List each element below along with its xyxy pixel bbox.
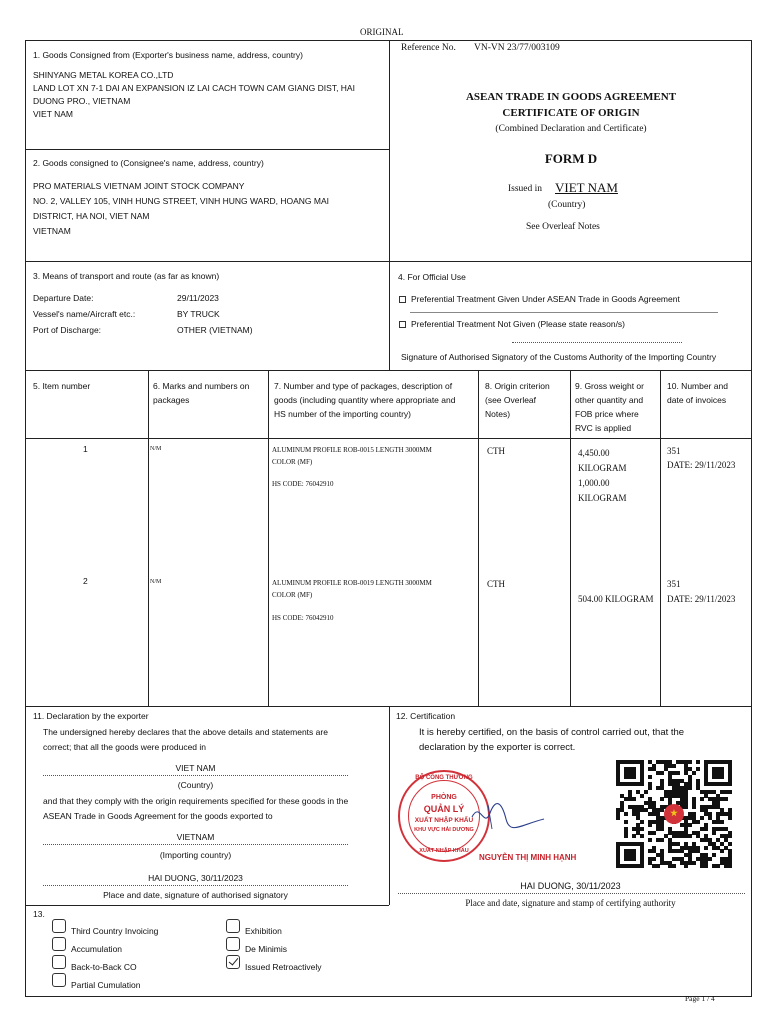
departure-date-label: Departure Date: bbox=[33, 293, 94, 303]
checkbox-icon bbox=[399, 321, 406, 328]
partial-cumulation-label: Partial Cumulation bbox=[71, 980, 141, 990]
qr-module bbox=[728, 834, 732, 838]
qr-module bbox=[632, 797, 636, 801]
item-1-criterion: CTH bbox=[487, 446, 505, 456]
reference-label: Reference No. bbox=[401, 43, 456, 53]
declaration-text-4: ASEAN Trade in Goods Agreement for the goods exported to bbox=[43, 811, 273, 821]
item-2-weight: 504.00 KILOGRAM bbox=[578, 594, 654, 604]
qr-module bbox=[688, 823, 692, 827]
qr-module bbox=[632, 775, 636, 779]
stamp-line-1: PHÒNG bbox=[431, 794, 457, 801]
qr-module bbox=[644, 790, 648, 794]
qr-module bbox=[712, 831, 716, 835]
stamp-top-text: BỘ CÔNG THƯƠNG bbox=[415, 775, 473, 781]
item-1-invoice-date: DATE: 29/11/2023 bbox=[667, 460, 736, 470]
item-2-number: 2 bbox=[83, 576, 88, 586]
item-1-number: 1 bbox=[83, 444, 88, 454]
qr-module bbox=[624, 820, 628, 824]
qr-module bbox=[640, 794, 644, 798]
form-title: FORM D bbox=[544, 151, 598, 166]
issued-retroactively-label: Issued Retroactively bbox=[245, 962, 322, 972]
qr-module bbox=[688, 760, 692, 764]
back-to-back-checkbox[interactable] bbox=[52, 955, 66, 969]
checkbox-icon bbox=[399, 296, 406, 303]
qr-module bbox=[692, 861, 696, 865]
qr-module bbox=[652, 831, 656, 835]
signature-scribble bbox=[468, 795, 548, 835]
box4-label: 4. For Official Use bbox=[398, 272, 466, 282]
stamp-line-3: XUẤT NHẬP KHẨU bbox=[414, 817, 474, 824]
item-1-weight: 4,450.00 KILOGRAM 1,000.00 KILOGRAM bbox=[578, 448, 627, 503]
qr-module bbox=[696, 820, 700, 824]
qr-module bbox=[704, 864, 708, 868]
item-1-desc-1: ALUMINUM PROFILE ROB-0015 LENGTH 3000MM bbox=[272, 446, 432, 454]
certificate-title: CERTIFICATE OF ORIGIN bbox=[502, 107, 640, 119]
exporter-address-2: DUONG PRO., VIETNAM bbox=[33, 96, 131, 106]
col-origin-criterion-header: 8. Origin criterion (see Overleaf Notes) bbox=[485, 381, 550, 419]
col-description-header: 7. Number and type of packages, description of goods (including quantity where appropriate and HS number of the importing country) bbox=[274, 381, 456, 419]
accumulation-label: Accumulation bbox=[71, 944, 123, 954]
qr-module bbox=[728, 782, 732, 786]
qr-module bbox=[692, 805, 696, 809]
qr-module bbox=[684, 805, 688, 809]
qr-module bbox=[660, 838, 664, 842]
certifier-place-date: HAI DUONG, 30/11/2023 bbox=[520, 881, 621, 891]
qr-module bbox=[696, 767, 700, 771]
overleaf-notes: See Overleaf Notes bbox=[526, 222, 600, 232]
qr-module bbox=[676, 771, 680, 775]
box1-label: 1. Goods Consigned from (Exporter's business name, address, country) bbox=[33, 50, 303, 60]
agreement-title: ASEAN TRADE IN GOODS AGREEMENT bbox=[465, 91, 677, 103]
exhibition-label: Exhibition bbox=[245, 926, 282, 936]
vessel-value: BY TRUCK bbox=[177, 309, 220, 319]
qr-module bbox=[640, 834, 644, 838]
importing-country-label: (Importing country) bbox=[159, 850, 232, 860]
official-option-not-given: Preferential Treatment Not Given (Please state reason/s) bbox=[399, 319, 625, 330]
qr-module bbox=[728, 816, 732, 820]
item-2-criterion: CTH bbox=[487, 579, 505, 589]
exhibition-checkbox[interactable] bbox=[226, 919, 240, 933]
qr-module bbox=[728, 842, 732, 846]
qr-module bbox=[616, 816, 620, 820]
col-marks-header: 6. Marks and numbers on packages bbox=[153, 381, 250, 405]
declaration-text-2: correct; that all the goods were produced in bbox=[43, 742, 207, 752]
item-2-marks: N/M bbox=[150, 579, 162, 585]
stamp-line-2: QUẢN LÝ bbox=[423, 804, 465, 814]
reference-number: VN-VN 23/77/003109 bbox=[474, 43, 560, 53]
de-minimis-checkbox[interactable] bbox=[226, 937, 240, 951]
issued-country-label: (Country) bbox=[548, 200, 586, 210]
box2-label: 2. Goods consigned to (Consignee's name, address, country) bbox=[33, 158, 264, 168]
produced-country-label: (Country) bbox=[177, 780, 214, 790]
qr-module bbox=[720, 820, 724, 824]
qr-module bbox=[640, 782, 644, 786]
item-2-desc-1: ALUMINUM PROFILE ROB-0019 LENGTH 3000MM bbox=[272, 579, 432, 587]
customs-signature-label: Signature of Authorised Signatory of the Customs Authority of the Importing Country bbox=[401, 352, 717, 362]
departure-date-value: 29/11/2023 bbox=[177, 293, 219, 303]
qr-module bbox=[648, 838, 652, 842]
box11-label: 11. Declaration by the exporter bbox=[33, 711, 149, 721]
qr-module bbox=[632, 834, 636, 838]
qr-module bbox=[624, 834, 628, 838]
issued-label: Issued in bbox=[508, 184, 543, 194]
certificate-subtitle: (Combined Declaration and Certificate) bbox=[495, 124, 647, 134]
port-label: Port of Discharge: bbox=[33, 325, 102, 335]
vessel-label: Vessel's name/Aircraft etc.: bbox=[33, 309, 136, 319]
exporter-country: VIET NAM bbox=[33, 109, 73, 119]
item-1-marks: N/M bbox=[150, 446, 162, 452]
qr-module bbox=[648, 823, 652, 827]
qr-module bbox=[708, 857, 712, 861]
stamp-bottom-text: XUẤT NHẬP KHẨU bbox=[419, 848, 469, 854]
back-to-back-label: Back-to-Back CO bbox=[71, 962, 137, 972]
third-country-checkbox[interactable] bbox=[52, 919, 66, 933]
col-weight-header: 9. Gross weight or other quantity and FOB price where RVC is applied bbox=[575, 381, 644, 433]
item-1-invoice-number: 351 bbox=[667, 446, 681, 456]
box13-label: 13. bbox=[33, 909, 45, 919]
declaration-text-1: The undersigned hereby declares that the above details and statements are bbox=[43, 727, 328, 737]
produced-country: VIET NAM bbox=[175, 763, 216, 773]
qr-module bbox=[704, 846, 708, 850]
port-value: OTHER (VIETNAM) bbox=[177, 325, 253, 335]
qr-module bbox=[624, 812, 628, 816]
third-country-label: Third Country Invoicing bbox=[71, 926, 159, 936]
qr-module bbox=[648, 775, 652, 779]
item-2-invoice-number: 351 bbox=[667, 579, 681, 589]
item-1-desc-2: COLOR (MF) bbox=[272, 458, 313, 466]
qr-module bbox=[728, 864, 732, 868]
original-label: ORIGINAL bbox=[360, 27, 404, 37]
item-2-desc-2: COLOR (MF) bbox=[272, 591, 313, 599]
consignee-address-1: NO. 2, VALLEY 105, VINH HUNG STREET, VINH HUNG WARD, HOANG MAI bbox=[33, 196, 329, 206]
qr-module bbox=[712, 853, 716, 857]
exporter-place-date: HAI DUONG, 30/11/2023 bbox=[148, 873, 243, 883]
qr-module bbox=[720, 849, 724, 853]
consignee-address-2: DISTRICT, HA NOI, VIET NAM bbox=[33, 211, 150, 221]
qr-module bbox=[640, 827, 644, 831]
consignee-details bbox=[33, 179, 329, 239]
importing-country: VIETNAM bbox=[176, 832, 215, 842]
qr-code bbox=[616, 760, 732, 868]
official-option-given: Preferential Treatment Given Under ASEAN Trade in Goods Agreement bbox=[399, 294, 680, 305]
qr-module bbox=[700, 797, 704, 801]
item-2-invoice-date: DATE: 29/11/2023 bbox=[667, 594, 736, 604]
qr-module bbox=[648, 786, 652, 790]
certifier-name: NGUYỄN THỊ MINH HẠNH bbox=[479, 853, 577, 862]
qr-module bbox=[632, 857, 636, 861]
exporter-details bbox=[33, 69, 355, 121]
qr-module bbox=[656, 864, 660, 868]
declaration-text-3: and that they comply with the origin requirements specified for these goods in the bbox=[43, 796, 349, 806]
qr-module bbox=[688, 834, 692, 838]
qr-module bbox=[660, 797, 664, 801]
qr-module bbox=[724, 797, 728, 801]
stamp-line-4: KHU VỰC HẢI DƯƠNG bbox=[414, 827, 474, 833]
exporter-address-1: LAND LOT XN 7-1 DAI AN EXPANSION IZ LAI CACH TOWN CAM GIANG DIST, HAI bbox=[33, 83, 355, 93]
col-item-number-header: 5. Item number bbox=[33, 381, 91, 391]
issued-retroactively-checkbox[interactable] bbox=[226, 955, 240, 969]
qr-module bbox=[696, 760, 700, 764]
issued-country: VIET NAM bbox=[555, 180, 618, 195]
de-minimis-label: De Minimis bbox=[245, 944, 288, 954]
qr-module bbox=[672, 864, 676, 868]
box12-label: 12. Certification bbox=[396, 711, 456, 721]
qr-module bbox=[672, 764, 676, 768]
qr-module bbox=[640, 820, 644, 824]
qr-module bbox=[728, 790, 732, 794]
col-invoice-header: 10. Number and date of invoices bbox=[667, 381, 728, 405]
qr-module bbox=[652, 857, 656, 861]
qr-module bbox=[688, 786, 692, 790]
exporter-signatory-label: Place and date, signature of authorised signatory bbox=[103, 890, 288, 900]
consignee-name: PRO MATERIALS VIETNAM JOINT STOCK COMPANY bbox=[33, 181, 245, 191]
accumulation-checkbox[interactable] bbox=[52, 937, 66, 951]
qr-module bbox=[692, 771, 696, 775]
box3-label: 3. Means of transport and route (as far as known) bbox=[33, 271, 220, 281]
exporter-name: SHINYANG METAL KOREA CO.,LTD bbox=[33, 70, 174, 80]
certifier-signatory-label: Place and date, signature and stamp of certifying authority bbox=[465, 898, 676, 908]
qr-module bbox=[720, 775, 724, 779]
qr-module bbox=[700, 816, 704, 820]
qr-module bbox=[704, 827, 708, 831]
qr-module bbox=[716, 864, 720, 868]
certification-text-2: declaration by the exporter is correct. bbox=[419, 742, 576, 753]
emblem-icon bbox=[664, 804, 684, 824]
qr-module bbox=[640, 864, 644, 868]
item-1-hs-code: HS CODE: 76042910 bbox=[272, 480, 334, 488]
item-2-hs-code: HS CODE: 76042910 bbox=[272, 614, 334, 622]
qr-module bbox=[684, 864, 688, 868]
qr-module bbox=[660, 771, 664, 775]
consignee-country: VIETNAM bbox=[33, 226, 71, 236]
page-number: Page 1 / 4 bbox=[685, 994, 715, 1003]
qr-module bbox=[660, 827, 664, 831]
partial-cumulation-checkbox[interactable] bbox=[52, 973, 66, 987]
certification-text-1: It is hereby certified, on the basis of control carried out, that the bbox=[419, 727, 685, 738]
